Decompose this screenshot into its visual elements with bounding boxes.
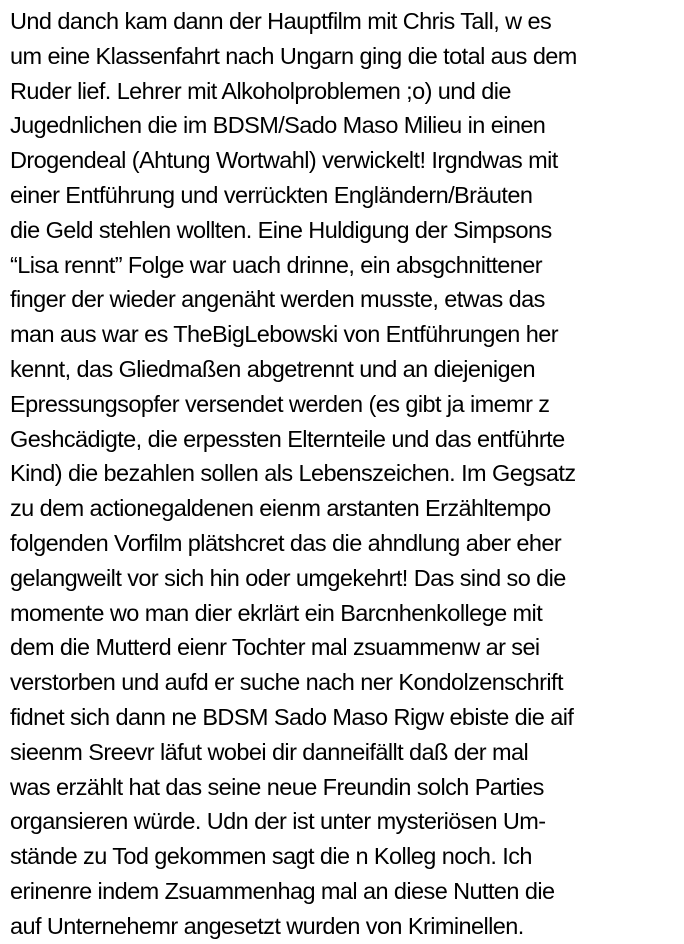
text-line-14: Kind) die bezahlen sollen als Lebenszeichen. Im Gegsatz — [10, 460, 576, 487]
text-line-22: sieenm Sreevr läfut wobei dir danneifällt daß der mal — [10, 738, 529, 765]
text-line-5: Drogendeal (Ahtung Wortwahl) verwickelt! Irgndwas mit — [10, 147, 558, 174]
text-line-26: erinenre indem Zsuammenhag mal an diese Nutten die — [10, 877, 555, 904]
text-line-6: einer Entführung und verrückten Engländern/Bräuten — [10, 181, 533, 208]
text-line-15: zu dem actionegaldenen eienm arstanten Erzähltempo — [10, 495, 551, 522]
text-line-20: verstorben und aufd er suche nach ner Kondolzenschrift — [10, 669, 563, 696]
text-line-4: Jugednlichen die im BDSM/Sado Maso Milieu in einen — [10, 112, 546, 139]
text-line-18: momente wo man dier ekrlärt ein Barcnhenkollege mit — [10, 599, 543, 626]
text-line-25: stände zu Tod gekommen sagt die n Kolleg noch. Ich — [10, 843, 532, 870]
text-line-2: um eine Klassenfahrt nach Ungarn ging die total aus dem — [10, 42, 577, 69]
text-line-17: gelangweilt vor sich hin oder umgekehrt! Das sind so die — [10, 564, 566, 591]
text-line-16: folgenden Vorfilm plätshcret das die ahndlung aber eher — [10, 529, 562, 556]
text-line-24: organsieren würde. Udn der ist unter mysteriösen Um- — [10, 808, 546, 835]
text-line-1: Und danch kam dann der Hauptfilm mit Chris Tall, w es — [10, 8, 552, 34]
text-line-13: Geshcädigte, die erpessten Elternteile und das entführte — [10, 425, 565, 452]
text-line-10: man aus war es TheBigLebowski von Entführungen her — [10, 321, 558, 348]
text-line-21: fidnet sich dann ne BDSM Sado Maso Rigw ebiste die aif — [10, 703, 574, 730]
text-line-11: kennt, das Gliedmaßen abgetrennt und an diejenigen — [10, 355, 535, 382]
text-line-23: was erzählt hat das seine neue Freundin solch Parties — [10, 773, 544, 800]
text-line-19: dem die Mutterd eienr Tochter mal zsuammenw ar sei — [10, 634, 540, 661]
text-line-27: auf Unternehemr angesetzt wurden von Kriminellen. — [10, 912, 524, 939]
text-line-9: finger der wieder angenäht werden musste, etwas das — [10, 286, 545, 313]
text-line-3: Ruder lief. Lehrer mit Alkoholproblemen ;o) und die — [10, 77, 511, 104]
text-line-12: Epressungsopfer versendet werden (es gibt ja imemr z — [10, 390, 550, 417]
text-line-7: die Geld stehlen wollten. Eine Huldigung der Simpsons — [10, 216, 552, 243]
text-line-8: “Lisa rennt” Folge war uach drinne, ein absgchnittener — [10, 251, 543, 278]
body-text — [10, 4, 682, 944]
